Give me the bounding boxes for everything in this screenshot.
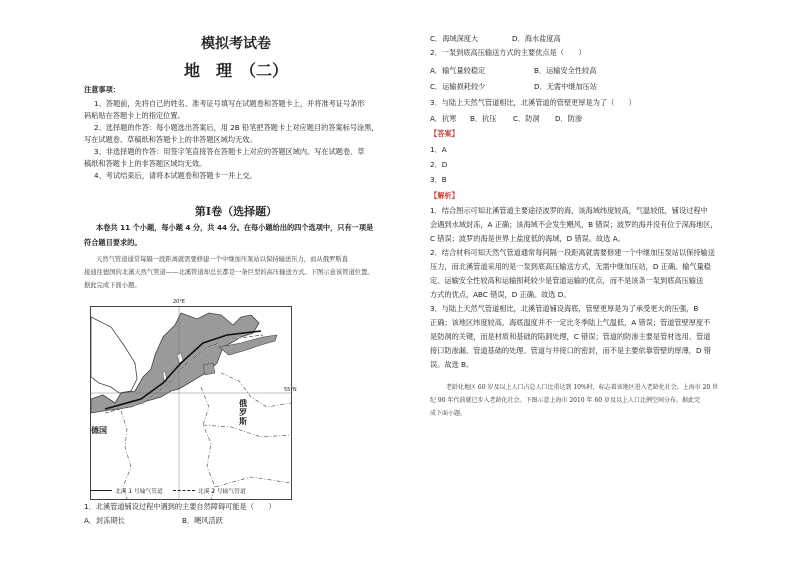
q2-option-b: B．运输安全性较高 — [534, 66, 597, 75]
analysis-line: 误。故选 B。 — [430, 360, 474, 369]
passage1-line3: 据此完成下面小题。 — [84, 282, 141, 289]
country-border — [221, 373, 291, 407]
germany-label: 德国 — [91, 426, 107, 435]
analysis-line: 压力，而北溪管道采用的是一泵到底高压输送方式，无需中继加压站，D 正确。输气量稳 — [430, 262, 711, 271]
country-border — [203, 425, 291, 437]
analysis-line: 3．与陆上天然气管道相比，北溪管道铺设海底，管壁更厚是为了承受更大的压强，B — [430, 304, 699, 313]
baltic-map-svg — [91, 307, 291, 499]
q2-option-c: C．运输损耗较少 — [430, 82, 486, 91]
passage2-line3: 成下面小题。 — [430, 410, 467, 417]
legend-pipeline1: 北溪 1 号输气管道 — [90, 486, 163, 495]
q2-option-d: D．无需中继加压站 — [534, 82, 598, 91]
analysis-body — [430, 204, 766, 372]
q2-option-a: A．输气量较稳定 — [430, 66, 486, 75]
notice-item: 稿纸和答题卡上的非答题区域均无效。 — [84, 159, 207, 168]
analysis-line: 接口防渗漏、管道基础的处理、管道与井接口的密封，而不是主要依靠管壁的厚薄，D 错 — [430, 346, 711, 355]
parallel-label: 55°N — [284, 387, 297, 393]
analysis-line: 2．结合材料可知天然气管道通常每间隔一段距离就需要修建一个中继加压泵站以保持输送 — [430, 248, 715, 257]
notice-item: 1、答题前，先将自己的姓名、准考证号填写在试题卷和答题卡上，并将准考证号条形 — [94, 99, 365, 108]
analysis-line: 方式的优点，ABC 错误，D 正确。故选 D。 — [430, 290, 571, 299]
notice-item: 码粘贴在答题卡上的指定位置。 — [84, 111, 185, 120]
answer-1: 1．A — [430, 145, 447, 154]
q3-option-d: D．防渗 — [555, 114, 583, 123]
question-2: 2．一泵到底高压输送方式的主要优点是（ ） — [430, 48, 586, 57]
q1-option-c: C．海域深度大 — [430, 34, 479, 43]
country-border — [201, 387, 215, 499]
q3-option-b: B．抗压 — [470, 114, 497, 123]
notice-item: 写在试题卷、草稿纸和答题卡上的非答题区域均无效。 — [84, 135, 257, 144]
section-intro-line2: 符合题目要求的。 — [84, 238, 142, 247]
section-title: 第Ⅰ卷（选择题） — [194, 205, 278, 218]
russia-label: 俄罗斯 — [239, 399, 247, 426]
notice-item: 3、非选择题的作答：用签字笔直接答在答题卡上对应的答题区域内。写在试题卷、草 — [94, 147, 365, 156]
answer-heading: 【答案】 — [430, 129, 459, 138]
analysis-line: C 错误；波罗的海是世界上盐度低的海域，D 错误。故选 A。 — [430, 234, 625, 243]
passage2-line2: 纪 90 年代前就已步入老龄化社会。下图示意上海市 2010 年 60 岁及以上人口比例空间分布。据此完 — [430, 397, 700, 404]
analysis-line: 正确；该地区纬度较高，海底温度并不一定比冬季陆上气温低，A 错误；管道管壁厚度不 — [430, 318, 711, 327]
meridian-label: 20°E — [173, 299, 186, 305]
scandinavia-coast — [91, 317, 137, 393]
passage1-line2: 接通往德国的北溪天然气管道——北溪管道却总长都是一条巨型的高压输送方式。下图示意该管道位置。 — [84, 269, 374, 276]
answer-2: 2．D — [430, 160, 448, 169]
analysis-heading: 【解析】 — [430, 191, 459, 200]
passage2-line1: 老龄化地区 60 岁及以上人口占总人口比重达到 10%时，标志着该地区进入老龄化社会。上海市 20 世 — [446, 384, 719, 391]
q1-option-b: B．飓风活跃 — [182, 516, 223, 525]
map-legend — [90, 486, 254, 495]
notice-item: 4、考试结束后，请将本试题卷和答题卡一并上交。 — [94, 171, 257, 180]
analysis-line: 会遇到水域封冻，A 正确；该海域不会发生飓风，B 错误；波罗的海并没有位于深海地区， — [430, 220, 718, 229]
question-3: 3．与陆上天然气管道相比，北溪管道的管壁更厚是为了（ ） — [430, 98, 636, 107]
analysis-line: 是防洞的关键，而是材质和基础的陷洞处理，C 错误；管道的防渗主要是管材选用、管道 — [430, 332, 711, 341]
exam-title: 模拟考试卷 — [201, 36, 271, 52]
passage1-line1: 天然气管道通常每隔一段距离就需要修建一个中继加压泵站以保持输送压力，而从俄罗斯直 — [96, 256, 348, 263]
answer-3: 3．B — [430, 175, 447, 184]
question-1: 1．北溪管道铺设过程中遇到的主要自然障碍可能是（ ） — [84, 502, 276, 511]
analysis-line: 1．结合图示可知北溪管道主要途径波罗的海，该海域纬度较高，气温较低，铺设过程中 — [430, 206, 708, 215]
analysis-line: 定、运输安全性较高和运输损耗较少是管道运输的优点，而不是该条一泵到底高压输送 — [430, 276, 704, 285]
q1-option-a: A．封冻期长 — [84, 516, 125, 525]
section-intro-line1: 本卷共 11 个小题，每小题 4 分，共 44 分。在每小题给出的四个选项中，只有一项是 — [96, 223, 374, 232]
subject-title: 地 理 （二） — [183, 61, 288, 80]
q3-option-c: C．防洞 — [513, 114, 540, 123]
notice-list — [84, 98, 394, 182]
q1-option-d: D．海水盐度高 — [512, 34, 561, 43]
pipeline-map — [90, 299, 297, 500]
legend-pipeline2: 北溪 2 号输气管道 — [173, 486, 246, 495]
gulf-of-riga — [203, 363, 215, 375]
q3-option-a: A．抗寒 — [430, 114, 457, 123]
notice-item: 2、选择题的作答：每小题选出答案后，用 2B 铅笔把答题卡上对应题目的答案标号涂黑， — [94, 123, 379, 132]
notice-heading: 注意事项： — [84, 85, 120, 94]
